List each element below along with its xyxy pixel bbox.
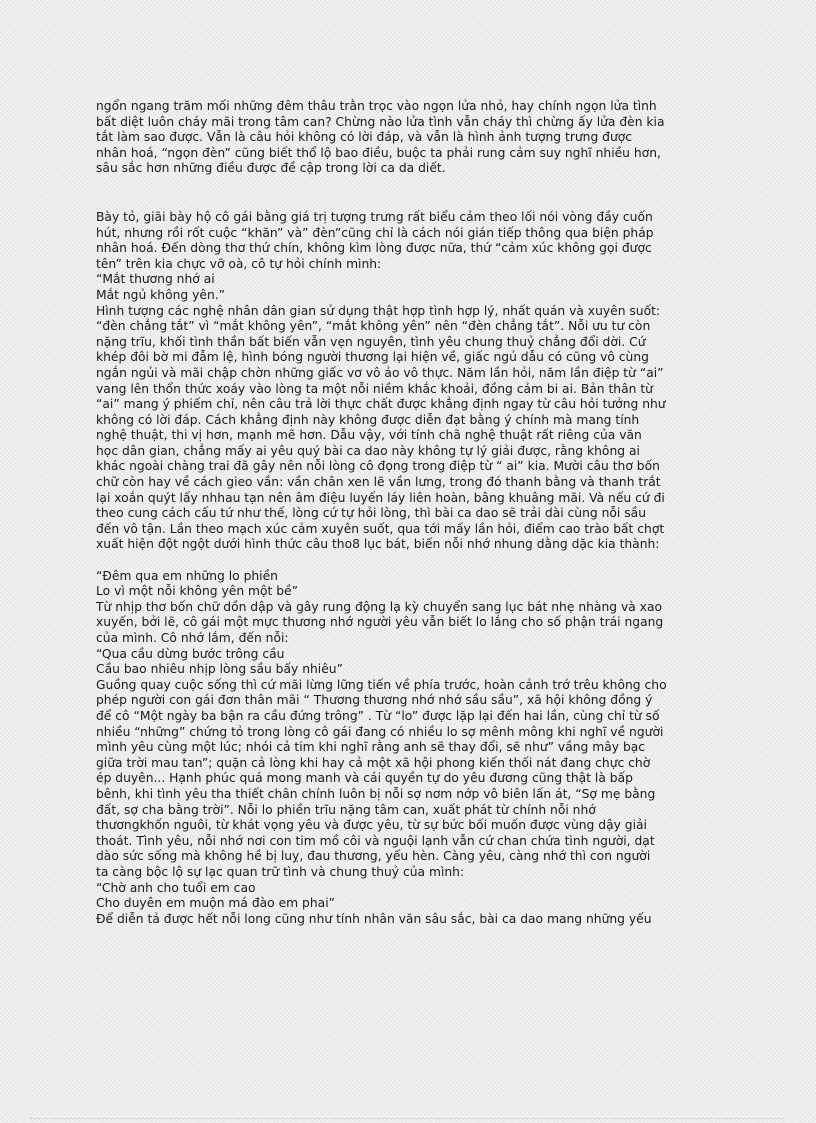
verse-4: [96, 881, 732, 912]
text-line: thoát. Tình yêu, nỗi nhớ nơi con tim mồ côi và nguội lạnh vẫn cứ chan chứa tình người, dạt: [96, 833, 655, 848]
text-line: nhiều “những” chứng tỏ trong lòng cô gái đang có nhiều lo sợ mênh mông khi nghĩ về người: [96, 724, 664, 739]
verse-line: “Đêm qua em những lo phiền: [96, 568, 278, 583]
text-line: bất diệt luôn cháy mãi trong tâm can? Chừng nào lửa tình vẫn cháy thì chừng ấy lửa đèn kia: [96, 114, 665, 129]
text-line: ngổn ngang trăm mối những đêm thâu trằn trọc vào ngọn lửa nhỏ, hay chính ngọn lửa tình: [96, 99, 657, 113]
text-line: dào sức sống mà không hề bị luỵ, đau thương, yếu hèn. Càng yêu, càng nhớ thì con người: [96, 849, 651, 864]
text-line: Để diễn tả được hết nỗi long cũng như tính nhân văn sâu sắc, bài ca dao mang những yếu: [96, 911, 652, 926]
text-line: bênh, khi tình yêu tha thiết chân chính luôn bị nỗi sợ nơm nớp vô biên lấn át, “Sợ mẹ bằng: [96, 786, 656, 801]
text-line: phép người con gái đơn thân mãi “ Thương thương nhớ nhớ sầu sầu”, xã hội không đồng ý: [96, 693, 653, 708]
text-line: tên” trên kia chực vỡ oà, cô tự hỏi chính mình:: [96, 256, 382, 271]
text-line: khác ngoài chàng trai đã gây nên nỗi lòng cô đọng trong điệp từ “ ai” kia. Mười câu thơ bốn: [96, 459, 660, 474]
text-line: mình yêu cùng một lúc; nhói cả tim khi nghĩ rằng anh sẽ thay đổi, sẽ như” vầng mây bạc: [96, 740, 646, 755]
text-line: ngắn ngủi và mãi chập chờn những giấc vơ vô ảo vô thực. Năm lần hỏi, năm lần điệp từ “ai”: [96, 365, 664, 380]
verse-3: [96, 647, 732, 678]
text-line: Bày tỏ, giãi bày hộ cô gái bằng giá trị tượng trưng rất biểu cảm theo lối nói vòng đầy cuốn: [96, 209, 653, 224]
verse-line: “Chờ anh cho tuổi em cao: [96, 880, 256, 895]
paragraph-1: [96, 99, 732, 177]
verse-line: “Mắt thương nhớ ai: [96, 272, 215, 287]
text-line: Guồng quay cuộc sống thì cứ mãi lừng lững tiến về phía trước, hoàn cảnh trớ trêu không cho: [96, 677, 667, 692]
document-page: [96, 99, 732, 927]
page-bottom-rule: [30, 1118, 786, 1119]
verse-line: Cho duyên em muộn má đào em phai”: [96, 896, 335, 911]
text-line: nặng trĩu, khối tình thần bất biến vẫn vẹn nguyên, tình yêu chung thuỷ chẳng đổi dời. Cứ: [96, 334, 646, 349]
paragraph-6: [96, 912, 732, 928]
text-line: để cô “Một ngày ba bận ra cầu đứng trông” . Từ “lo” được lặp lại đến hai lần, cùng chỉ từ số: [96, 708, 660, 723]
verse-line: “Qua cầu dừng bước trông cầu: [96, 646, 285, 661]
text-line: xuất hiện đột ngột dưới hình thức câu tho8 lục bát, biến nỗi nhớ nhung dằng dặc kia thành:: [96, 537, 660, 552]
text-line: theo cung cách cấu tứ như thế, lòng cứ tự hỏi lòng, thì bài ca dao sẽ trải dài cùng nỗi sầu: [96, 506, 646, 521]
verse-line: Cầu bao nhiêu nhịp lòng sầu bấy nhiêu”: [96, 662, 343, 677]
text-line: chữ còn hay về cách gieo vần: vần chân xen lẽ vần lưng, trong đó thanh bằng và thanh trắt: [96, 475, 661, 490]
text-line: thươngkhốn nguôi, từ khát vọng yêu và được yêu, từ sự bức bối muốn được vùng dậy giải: [96, 818, 647, 833]
paragraph-3: [96, 304, 732, 554]
text-line: “ai” mang ý phiếm chỉ, nên câu trả lời thực chất được khẳng định ngay từ câu hỏi tưởng như: [96, 397, 666, 412]
text-line: Từ nhịp thơ bốn chữ dồn dập và gây rung động lạ kỳ chuyển sang lục bát nhẹ nhàng và xao: [96, 599, 663, 614]
text-line: nhân hoá. Đến dòng thơ thứ chín, không kìm lòng được nữa, thứ “cảm xúc không gọi được: [96, 241, 652, 256]
text-line: đất, sợ cha bằng trời”. Nỗi lo phiền trĩu nặng tâm can, xuất phát từ chính nỗi nhớ: [96, 802, 596, 817]
verse-1: [96, 272, 732, 303]
verse-line: Lo vì một nỗi không yên một bề”: [96, 584, 299, 599]
text-line: học dân gian, chẳng mấy ai yêu quý bài ca dao này không tự lý giải được, rằng không ai: [96, 443, 640, 458]
text-line: của mình. Cô nhớ lắm, đến nỗi:: [96, 631, 289, 645]
text-line: xuyến, bởi lẽ, cô gái một mực thương nhớ người yêu vẫn biết lo lắng cho số phận trái ngang: [96, 615, 664, 630]
text-line: ép duyên... Hạnh phúc quá mong manh và cái quyền tự do yêu đương cũng thật là bấp: [96, 771, 633, 786]
verse-line: Mắt ngủ không yên.”: [96, 287, 226, 302]
text-line: Hình tượng các nghệ nhân dân gian sử dụng thật hợp tình hợp lý, nhất quán và xuyên suốt:: [96, 303, 661, 318]
text-line: giữa trời mau tan”; quặn cả lòng khi hay cả một xã hội phong kiến thối nát đang chực chờ: [96, 755, 651, 770]
text-line: sâu sắc hơn những điều được đề cập trong lời ca da diết.: [96, 161, 446, 176]
paragraph-spacer: [96, 553, 732, 569]
text-line: ta càng bộc lộ sự lạc quan trữ tình và chung thuỷ của mình:: [96, 864, 465, 879]
text-line: lại xoắn quýt lấy nhhau tạn nên âm điệu luyến láy liên hoàn, bâng khuâng mãi. Và nếu cứ đi: [96, 490, 665, 505]
text-line: hút, nhưng rồi rốt cuộc “khăn” và” đèn”cũng chỉ là cách nói gián tiếp thông qua biện pháp: [96, 225, 654, 240]
text-line: vang lên thổn thức xoáy vào lòng ta một nỗi niềm khắc khoải, đồng cảm bi ai. Bản thân từ: [96, 381, 653, 396]
text-line: tắt làm sao được. Vẫn là câu hỏi không có lời đáp, và vẫn là hình ảnh tượng trưng được: [96, 130, 633, 145]
text-line: nhân hoá, “ngọn đèn” cũng biết thổ lộ bao điều, buộc ta phải rung cảm suy nghĩ nhiều hơn,: [96, 145, 661, 160]
text-line: nghệ thuật, thi vị hơn, mạnh mẽ hơn. Dẫu vậy, với tính chã nghệ thuật rất riêng của văn: [96, 428, 642, 443]
paragraph-2: [96, 210, 732, 272]
paragraph-4: [96, 600, 732, 647]
verse-2: [96, 569, 732, 600]
paragraph-spacer: [96, 177, 732, 210]
text-line: khép đôi bờ mi đẫm lệ, hình bóng người thương lại hiện về, giấc ngủ dẫu có cũng vô cùng: [96, 350, 649, 365]
text-line: đến vô tận. Lần theo mạch xúc cảm xuyên suốt, qua tới mấy lần hỏi, điểm cao trào bất chợt: [96, 521, 665, 536]
text-line: không có lời đáp. Cách khẳng định này không được diễn đạt bằng ý chính mà mang tính: [96, 412, 640, 427]
paragraph-5: [96, 678, 732, 881]
text-line: “đèn chẳng tắt” vì “mắt không yên”, “mắt không yên” nên “đèn chẳng tắt”. Nỗi ưu tư còn: [96, 319, 651, 334]
